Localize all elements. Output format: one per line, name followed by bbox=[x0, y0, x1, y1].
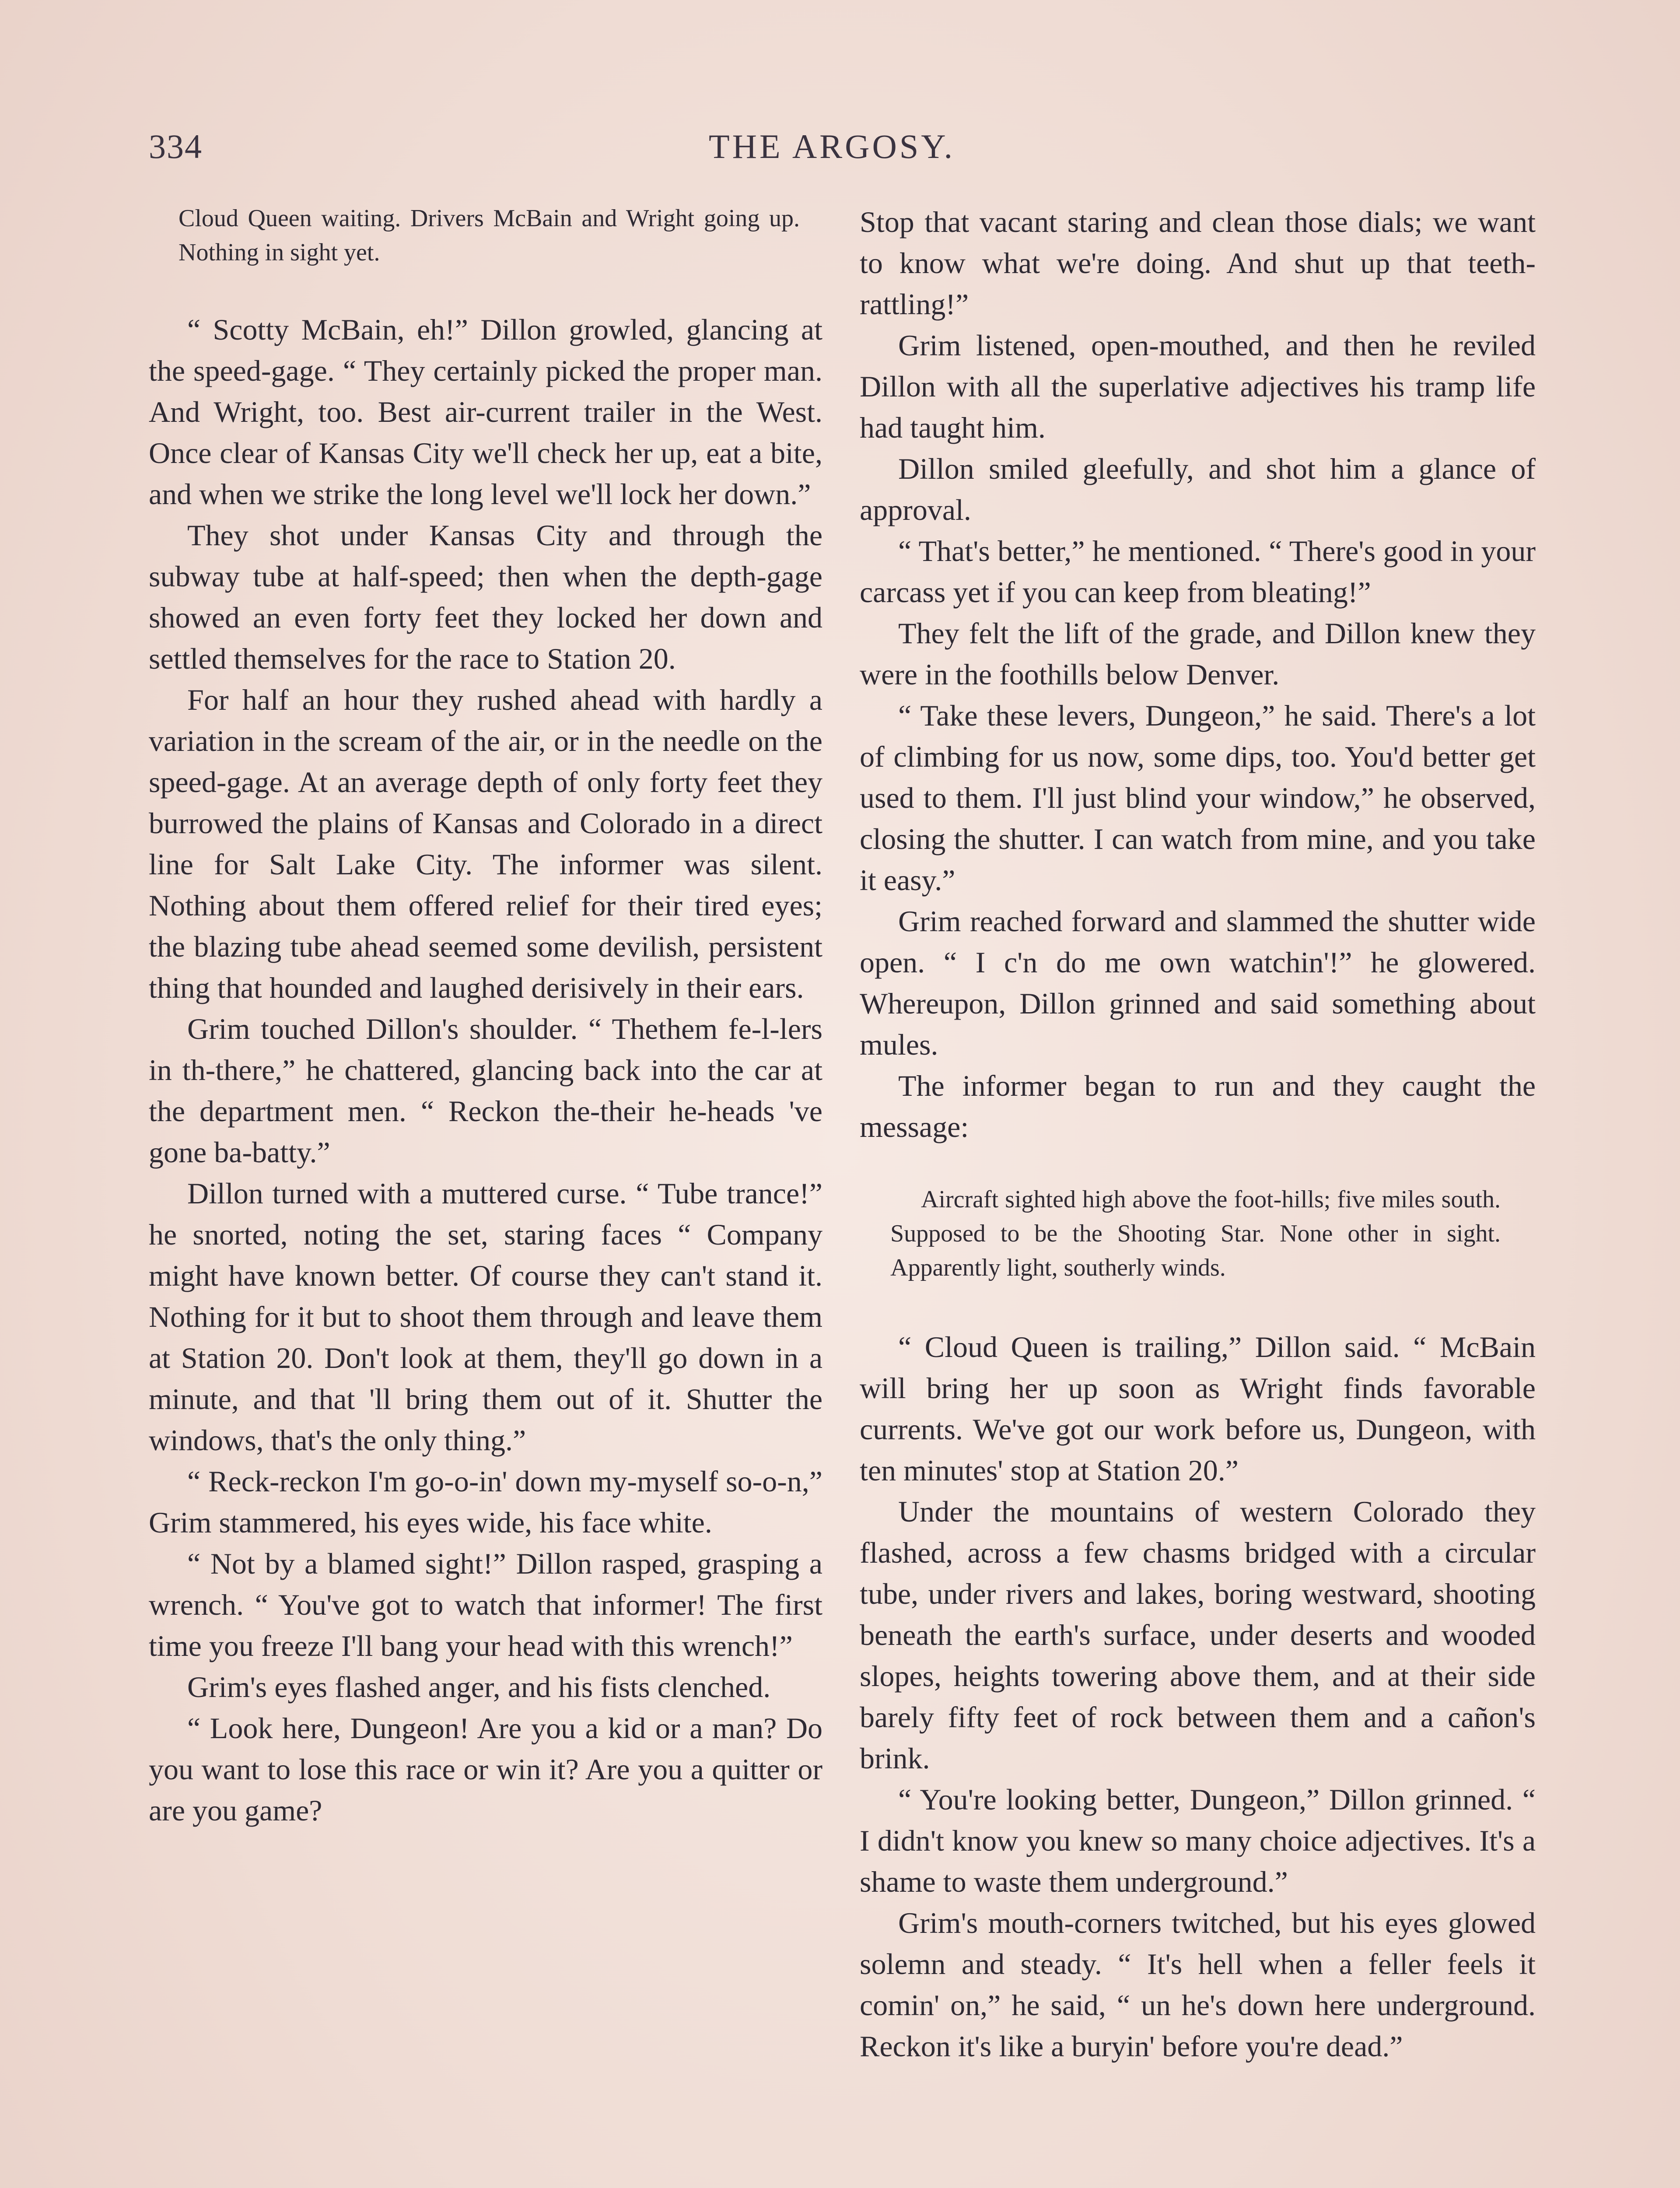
paragraph: “ You're looking better, Dungeon,” Dillon grinned. “ I didn't know you knew so many choice adjectives. It's a shame to waste them underground.” bbox=[860, 1783, 1536, 1898]
paragraph: “ Take these levers, Dungeon,” he said. There's a lot of climbing for us now, some dips, too. You'd better get used to them. I'll just blind your window,” he observed, closing the shutter. I can watch from mine, and you take it easy.” bbox=[860, 699, 1536, 897]
paragraph: “ Not by a blamed sight!” Dillon rasped, grasping a wrench. “ You've got to watch that informer! The first time you freeze I'll bang your head with this wrench!” bbox=[149, 1547, 822, 1662]
running-title: THE ARGOSY. bbox=[709, 127, 955, 165]
paragraph: They shot under Kansas City and through the subway tube at half-speed; then when the depth-gage showed an even forty feet they locked her down and settled themselves for the race to Station 20. bbox=[149, 519, 822, 675]
page-header bbox=[149, 127, 1540, 179]
paragraph: The informer began to run and they caught the message: bbox=[860, 1069, 1536, 1143]
paragraph: “ Look here, Dungeon! Are you a kid or a man? Do you want to lose this race or win it? Are you a quitter or are you game? bbox=[149, 1711, 822, 1827]
paragraph: “ Scotty McBain, eh!” Dillon growled, glancing at the speed-gage. “ They certainly picked the proper man. And Wright, too. Best air-current trailer in the West. Once clear of Kansas City we'll check her up, eat a bite, and when we strike the long level we'll lock her down.” bbox=[149, 313, 822, 511]
paragraph: Dillon turned with a muttered curse. “ Tube trance!” he snorted, noting the set, staring faces “ Company might have known better. Of course they can't stand it. Nothing for it but to shoot them through and leave them at Station 20. Don't look at them, they'll go down in a minute, and that 'll bring them out of it. Shutter the windows, that's the only thing.” bbox=[149, 1177, 822, 1457]
paragraph: Dillon smiled gleefully, and shot him a glance of approval. bbox=[860, 452, 1536, 526]
paragraph: “ Cloud Queen is trailing,” Dillon said. “ McBain will bring her up soon as Wright finds favorable currents. We've got our work before us, Dungeon, with ten minutes' stop at Station 20.” bbox=[860, 1330, 1536, 1487]
paragraph: Grim's eyes flashed anger, and his fists clenched. bbox=[187, 1670, 771, 1704]
paragraph: Grim's mouth-corners twitched, but his eyes glowed solemn and steady. “ It's hell when a feller feels it comin' on,” he said, “ un he's down here underground. Reckon it's like a buryin' before you're dead.” bbox=[860, 1906, 1536, 2063]
paragraph: Grim touched Dillon's shoulder. “ Thethem fe-l-lers in th-there,” he chattered, glancing back into the car at the department men. “ Reckon the-their he-heads 've gone ba-batty.” bbox=[149, 1012, 822, 1169]
right-column bbox=[860, 201, 1536, 2188]
paragraph: They felt the lift of the grade, and Dillon knew they were in the foothills below Denver. bbox=[860, 617, 1536, 691]
telegraph-bulletin: Aircraft sighted high above the foot-hills; five miles south. Supposed to be the Shooting Star. None other in sight. Apparently light, southerly winds. bbox=[890, 1186, 1501, 1281]
telegraph-bulletin: Cloud Queen waiting. Drivers McBain and Wright going up. Nothing in sight yet. bbox=[178, 205, 800, 266]
paragraph: Under the mountains of western Colorado they flashed, across a few chasms bridged with a circular tube, under rivers and lakes, boring westward, shooting beneath the earth's surface, under deserts and wooded slopes, heights towering above them, and at their side barely fifty feet of rock between them and a cañon's brink. bbox=[860, 1495, 1536, 1775]
paragraph: Grim listened, open-mouthed, and then he reviled Dillon with all the superlative adjectives his tramp life had taught him. bbox=[860, 329, 1536, 444]
paragraph: “ Reck-reckon I'm go-o-in' down my-myself so-o-n,” Grim stammered, his eyes wide, his face white. bbox=[149, 1465, 822, 1539]
left-column bbox=[149, 201, 822, 2188]
paragraph: For half an hour they rushed ahead with hardly a variation in the scream of the air, or in the needle on the speed-gage. At an average depth of only forty feet they burrowed the plains of Kansas and Colorado in a direct line for Salt Lake City. The informer was silent. Nothing about them offered relief for their tired eyes; the blazing tube ahead seemed some devilish, persistent thing that hounded and laughed derisively in their ears. bbox=[149, 683, 822, 1004]
paragraph: Grim reached forward and slammed the shutter wide open. “ I c'n do me own watchin'!” he glowered. Whereupon, Dillon grinned and said something about mules. bbox=[860, 905, 1536, 1061]
paragraph: “ That's better,” he mentioned. “ There's good in your carcass yet if you can keep from bleating!” bbox=[860, 534, 1536, 609]
paragraph-continued: Stop that vacant staring and clean those dials; we want to know what we're doing. And shut up that teeth-rattling!” bbox=[860, 205, 1536, 321]
page-number: 334 bbox=[149, 127, 203, 165]
